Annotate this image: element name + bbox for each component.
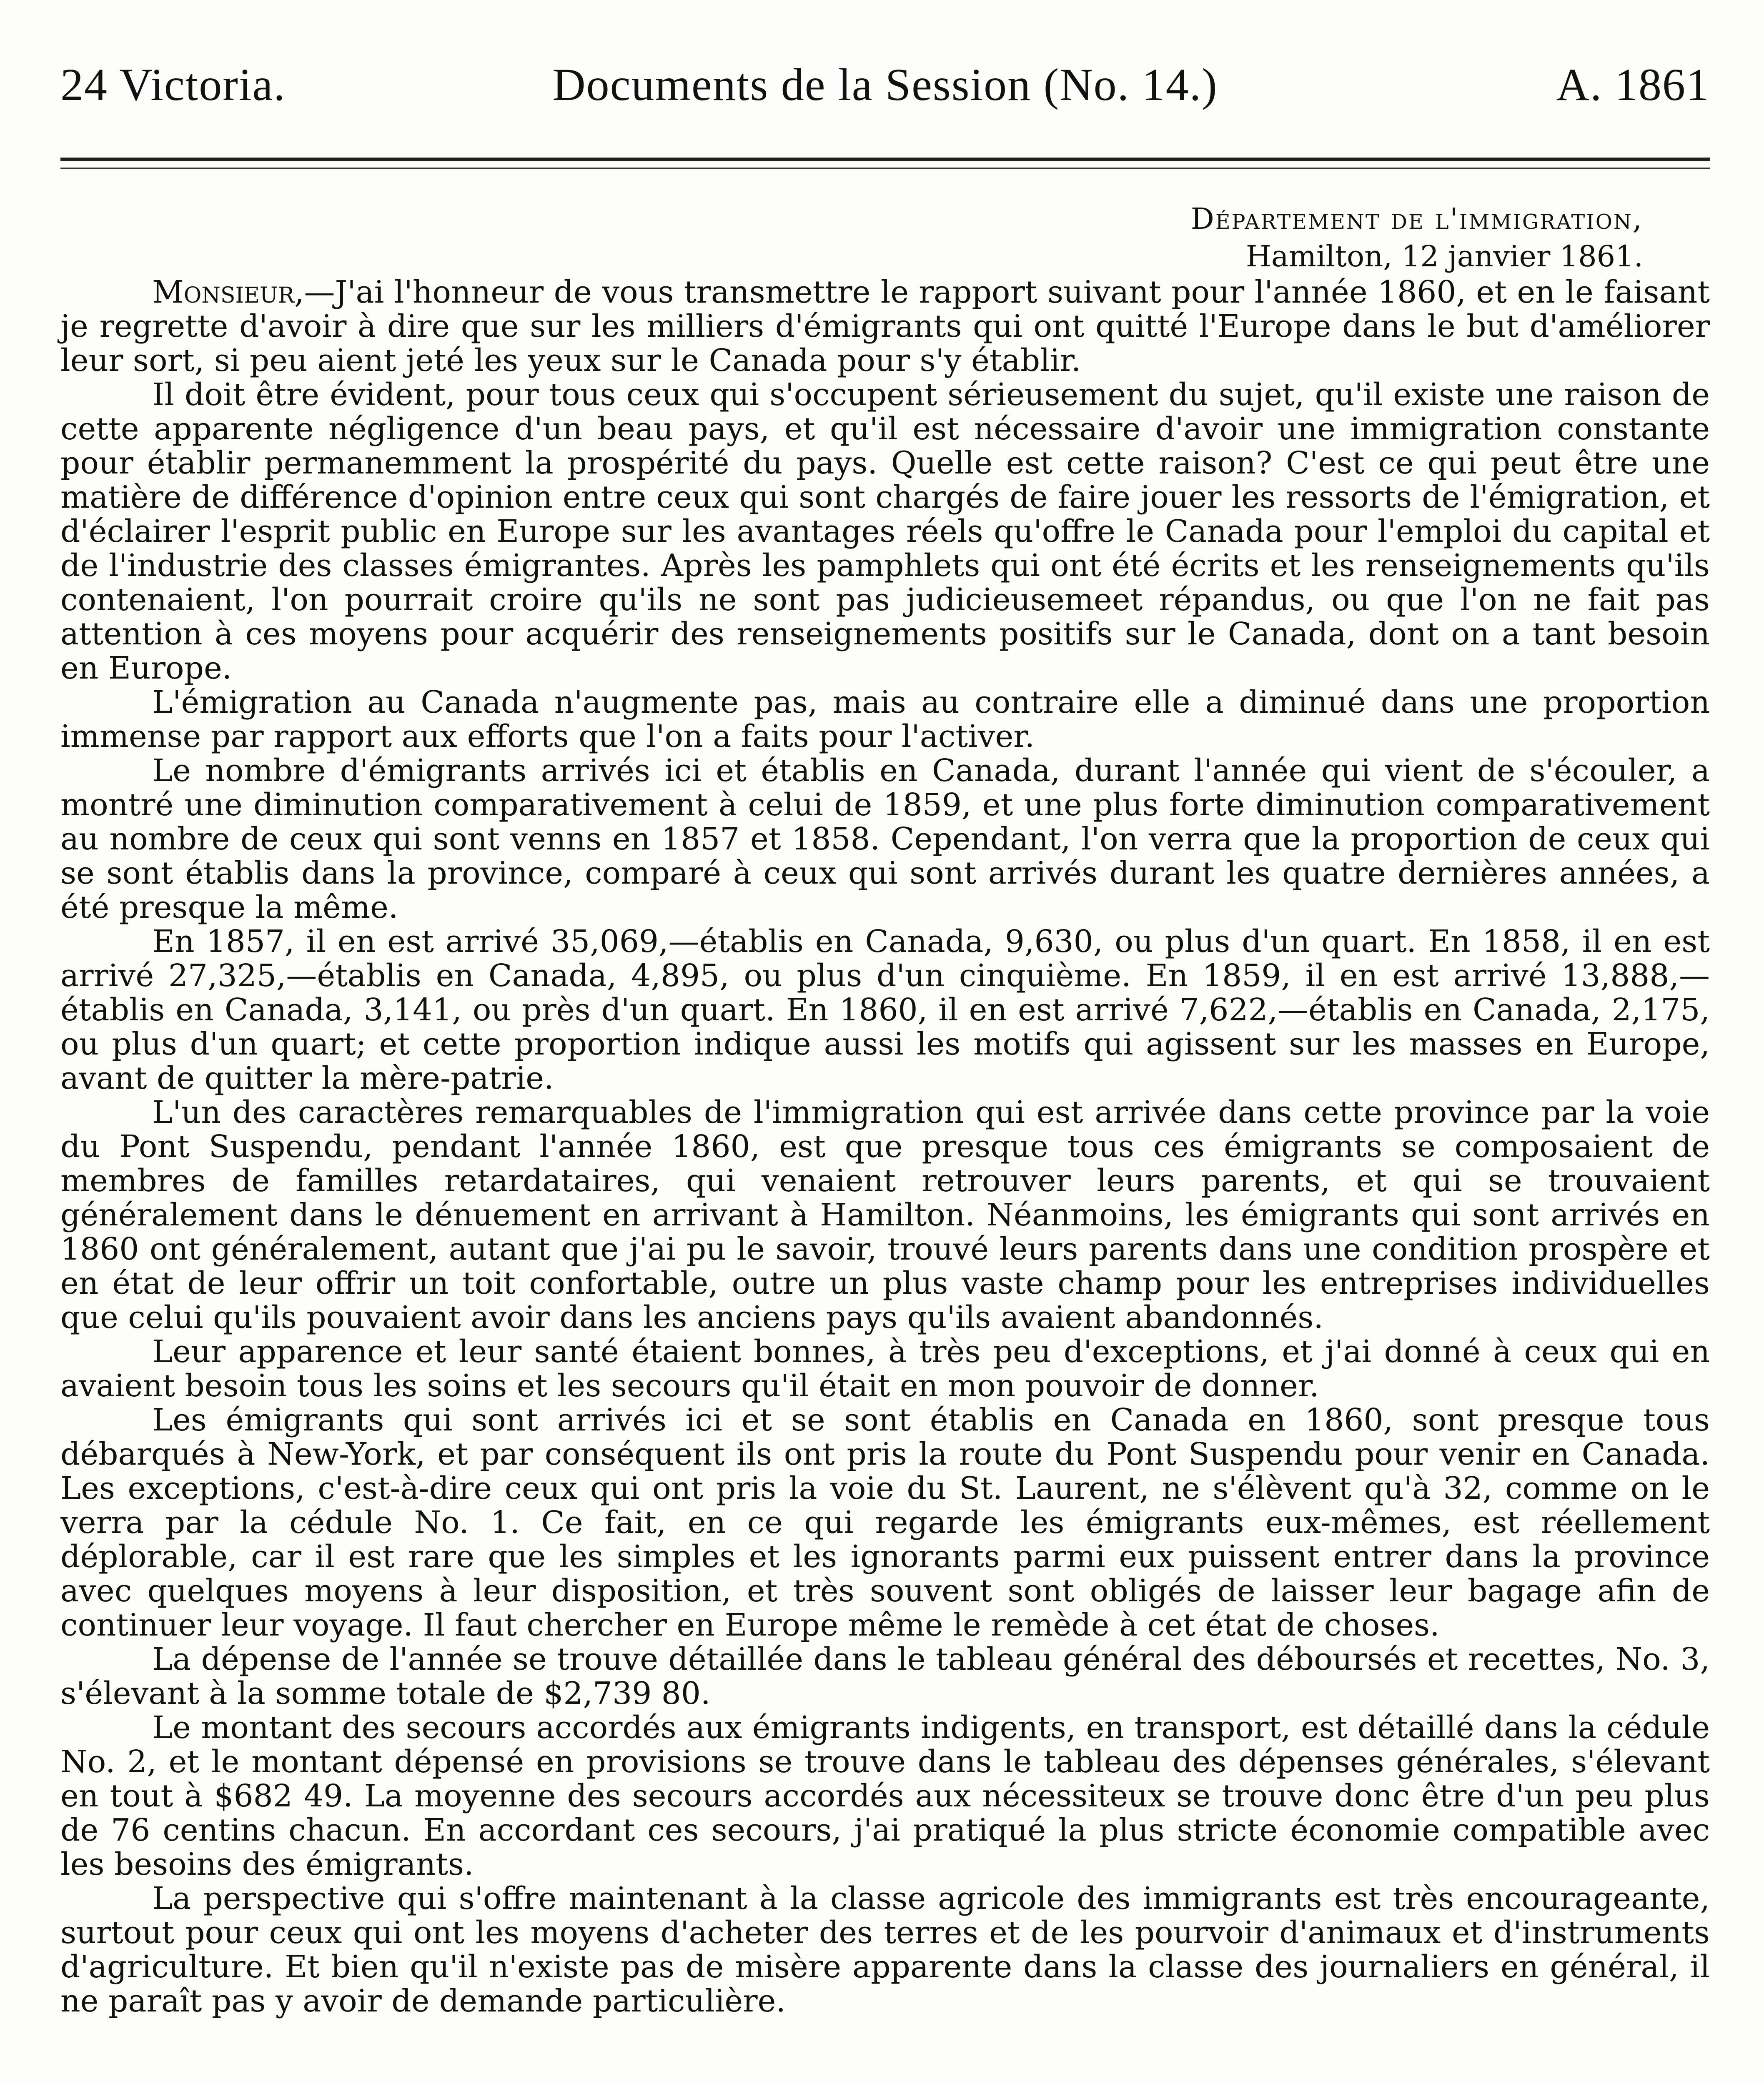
paragraph-2: Il doit être évident, pour tous ceux qui s'occupent sérieusement du sujet, qu'il existe une raison de cette apparente négligence d'un beau pays, et qu'il est nécessaire d'avoir une immigration constante pour établir permanemment la prospérité du pays. Quelle est cette raison? C'est ce qui peut être une matière de différence d'opinion entre ceux qui sont chargés de faire jouer les ressorts de l'émigration, et d'éclairer l'esprit public en Europe sur les avantages réels qu'offre le Canada pour l'emploi du capital et de l'industrie des classes émigrantes. Après les pamphlets qui ont été écrits et les renseignements qu'ils contenaient, l'on pourrait croire qu'ils ne sont pas judicieusemeet répandus, ou que l'on ne fait pas attention à ces moyens pour acquérir des renseignements positifs sur le Canada, dont on a tant besoin en Europe. (60, 377, 1710, 686)
paragraph-9: La dépense de l'année se trouve détaillée dans le tableau général des déboursés et recettes, No. 3, s'élevant à la somme totale de $2,739 80. (60, 1641, 1710, 1711)
letter-dateline (1191, 200, 1643, 275)
header-year: A. 1861 (1556, 59, 1710, 110)
department-name: Département de l'immigration, (1190, 202, 1643, 236)
header-title: Documents de la Session (No. 14.) (552, 59, 1218, 110)
paragraph-1 (60, 275, 1710, 378)
paragraph-4: Le nombre d'émigrants arrivés ici et établis en Canada, durant l'année qui vient de s'écouler, a montré une diminution comparativement à celui de 1859, et une plus forte diminution comparativement au nombre de ceux qui sont venns en 1857 et 1858. Cependant, l'on verra que la proportion de ceux qui se sont établis dans la province, comparé à ceux qui sont arrivés durant les quatre dernières années, a été presque la même. (60, 753, 1710, 925)
header-rule-thin (60, 168, 1710, 169)
paragraph-5: En 1857, il en est arrivé 35,069,—établis en Canada, 9,630, ou plus d'un quart. En 1858, il en est arrivé 27,325,—établis en Canada, 4,895, ou plus d'un cinquième. En 1859, il en est arrivé 13,888,—établis en Canada, 3,141, ou près d'un quart. En 1860, il en est arrivé 7,622,—établis en Canada, 2,175, ou plus d'un quart; et cette proportion indique aussi les motifs qui agissent sur les masses en Europe, avant de quitter la mère-patrie. (60, 924, 1710, 1096)
letter-body (60, 275, 1710, 2018)
paragraph-6: L'un des caractères remarquables de l'immigration qui est arrivée dans cette province par la voie du Pont Suspendu, pendant l'année 1860, est que presque tous ces émigrants se composaient de membres de familles retardataires, qui venaient retrouver leurs parents, et qui se trouvaient généralement dans le dénuement en arrivant à Hamilton. Néanmoins, les émigrants qui sont arrivés en 1860 ont généralement, autant que j'ai pu le savoir, trouvé leurs parents dans une condition prospère et en état de leur offrir un toit confortable, outre un plus vaste champ pour les entreprises individuelles que celui qu'ils pouvaient avoir dans les anciens pays qu'ils avaient abandonnés. (60, 1095, 1710, 1335)
header-rule-thick (60, 158, 1710, 161)
paragraph-11: La perspective qui s'offre maintenant à la classe agricole des immigrants est très encourageante, surtout pour ceux qui ont les moyens d'acheter des terres et de les pourvoir d'animaux et d'instruments d'agriculture. Et bien qu'il n'existe pas de misère apparente dans la classe des journaliers en général, il ne paraît pas y avoir de demande particulière. (60, 1881, 1710, 2019)
paragraph-8: Les émigrants qui sont arrivés ici et se sont établis en Canada en 1860, sont presque tous débarqués à New-York, et par conséquent ils ont pris la route du Pont Suspendu pour venir en Canada. Les exceptions, c'est-à-dire ceux qui ont pris la voie du St. Laurent, ne s'élèvent qu'à 32, comme on le verra par la cédule No. 1. Ce fait, en ce qui regarde les émigrants eux-mêmes, est réellement déplorable, car il est rare que les simples et les ignorants parmi eux puissent entrer dans la province avec quelques moyens à leur disposition, et très souvent sont obligés de laisser leur bagage afin de continuer leur voyage. Il faut chercher en Europe même le remède à cet état de choses. (60, 1402, 1710, 1643)
salutation: Monsieur, (152, 274, 304, 310)
paragraph-3: L'émigration au Canada n'augmente pas, mais au contraire elle a diminué dans une proportion immense par rapport aux efforts que l'on a faits pour l'activer. (60, 684, 1710, 754)
place-date: Hamilton, 12 janvier 1861. (1245, 239, 1643, 273)
paragraph-7: Leur apparence et leur santé étaient bonnes, à très peu d'exceptions, et j'ai donné à ceux qui en avaient besoin tous les soins et les secours qu'il était en mon pouvoir de donner. (60, 1334, 1710, 1404)
paragraph-1-text: —J'ai l'honneur de vous transmettre le rapport suivant pour l'année 1860, et en le faisant je regrette d'avoir à dire que sur les milliers d'émigrants qui ont quitté l'Europe dans le but d'améliorer leur sort, si peu aient jeté les yeux sur le Canada pour s'y établir. (60, 274, 1710, 378)
paragraph-10: Le montant des secours accordés aux émigrants indigents, en transport, est détaillé dans la cédule No. 2, et le montant dépensé en provisions se trouve dans le tableau des dépenses générales, s'élevant en tout à $682 49. La moyenne des secours accordés aux nécessiteux se trouve donc être d'un peu plus de 76 centins chacun. En accordant ces secours, j'ai pratiqué la plus stricte économie compatible avec les besoins des émigrants. (60, 1710, 1710, 1882)
running-header (60, 58, 1710, 121)
header-regnal-year: 24 Victoria. (60, 59, 286, 110)
